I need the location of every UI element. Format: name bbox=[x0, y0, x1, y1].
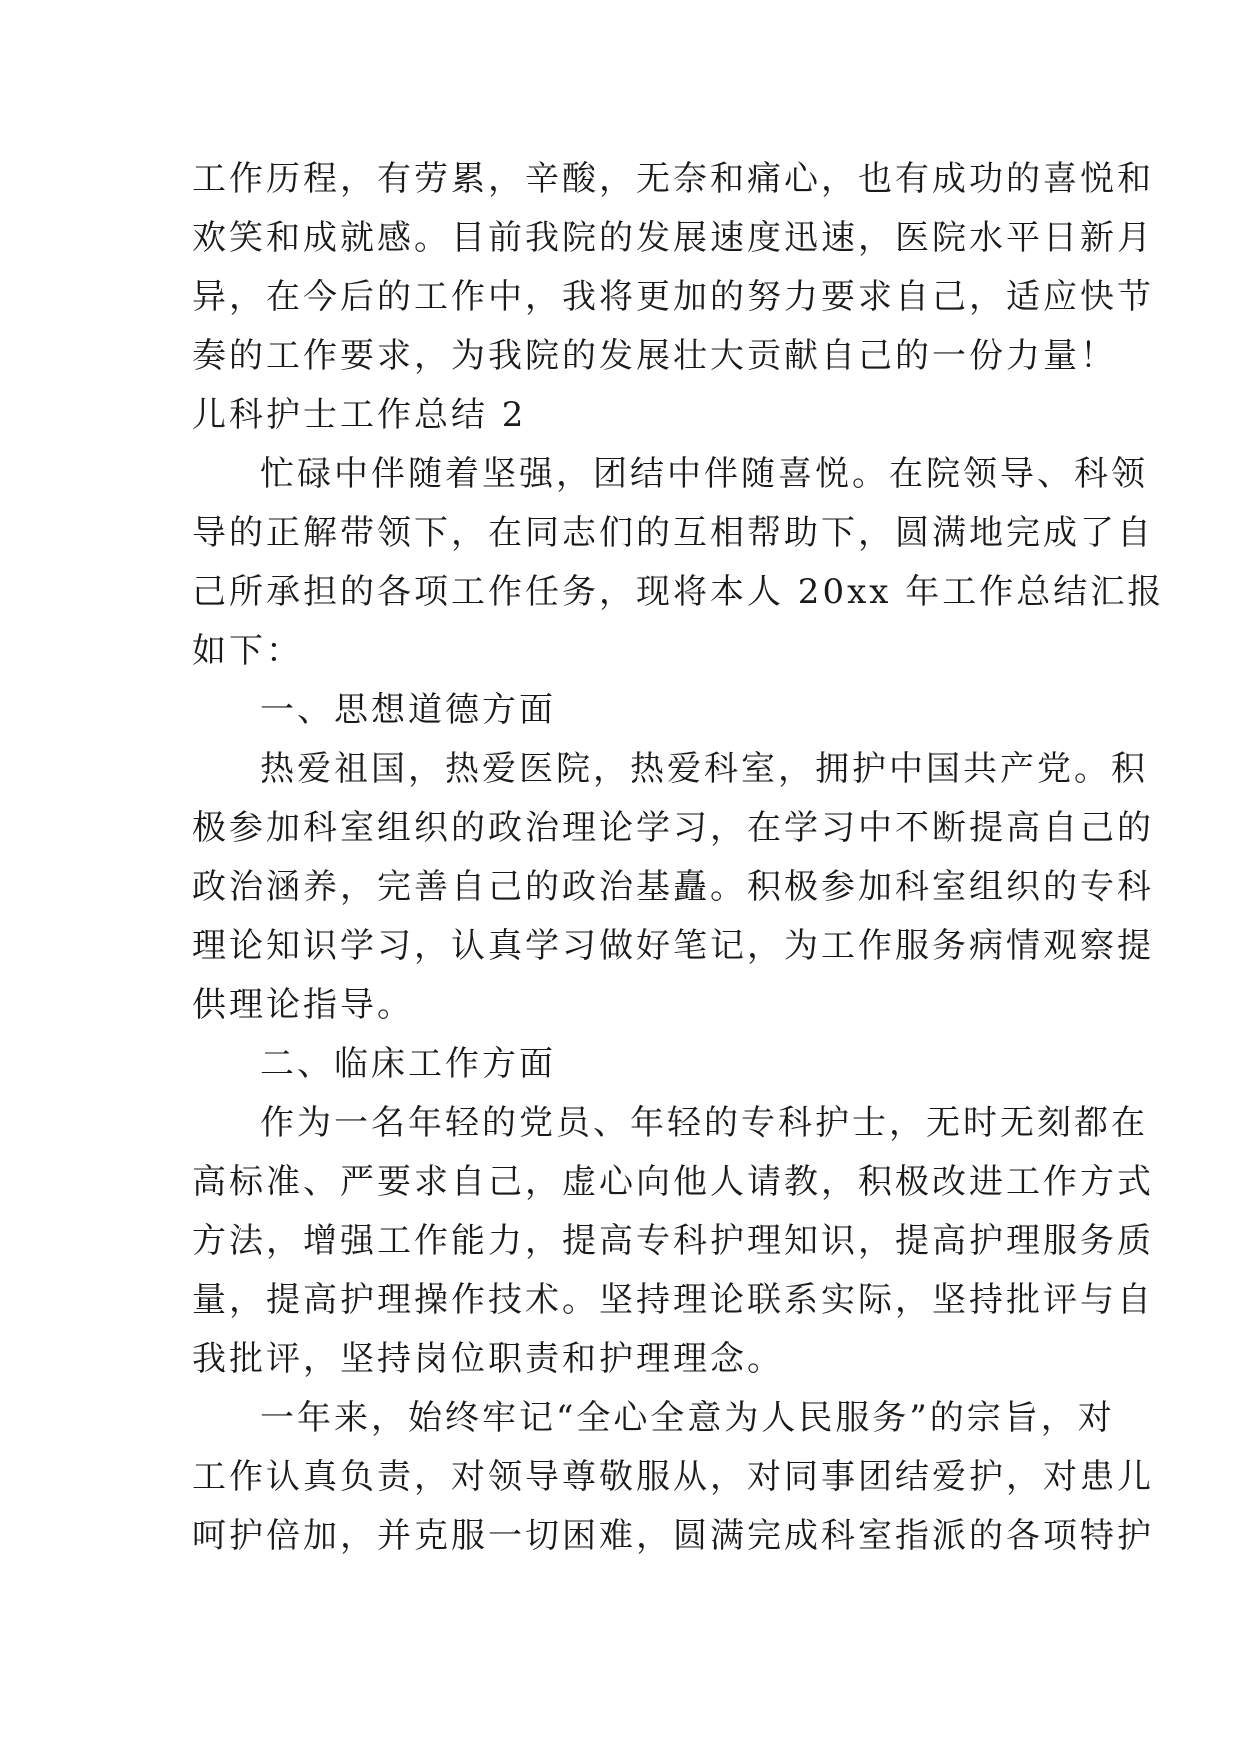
text-line: 方法，增强工作能力，提高专科护理知识，提高护理服务质 bbox=[192, 1221, 1154, 1261]
text-line: 供理论指导。 bbox=[192, 985, 414, 1025]
text-line: 理论知识学习，认真学习做好笔记，为工作服务病情观察提 bbox=[192, 926, 1154, 966]
text-line: 奏的工作要求，为我院的发展壮大贡献自己的一份力量！ bbox=[192, 336, 1117, 376]
subsection-heading: 一、思想道德方面 bbox=[260, 690, 556, 730]
subsection-heading: 二、临床工作方面 bbox=[260, 1044, 556, 1084]
text-line: 高标准、严要求自己，虚心向他人请教，积极改进工作方式 bbox=[192, 1162, 1154, 1202]
paragraph-start: 一年来，始终牢记“全心全意为人民服务”的宗旨，对 bbox=[260, 1398, 1115, 1438]
text-line: 欢笑和成就感。目前我院的发展速度迅速，医院水平日新月 bbox=[192, 218, 1154, 258]
text-line: 导的正解带领下，在同志们的互相帮助下，圆满地完成了自 bbox=[192, 513, 1154, 553]
paragraph-start: 忙碌中伴随着坚强，团结中伴随喜悦。在院领导、科领 bbox=[260, 454, 1148, 494]
text-line: 我批评，坚持岗位职责和护理理念。 bbox=[192, 1339, 784, 1379]
paragraph-start: 热爱祖国，热爱医院，热爱科室，拥护中国共产党。积 bbox=[260, 749, 1148, 789]
text-line: 己所承担的各项工作任务，现将本人 20xx 年工作总结汇报 bbox=[192, 572, 1165, 612]
text-line: 政治涵养，完善自己的政治基矗。积极参加科室组织的专科 bbox=[192, 867, 1154, 907]
text-line: 异，在今后的工作中，我将更加的努力要求自己，适应快节 bbox=[192, 277, 1154, 317]
text-line: 工作认真负责，对领导尊敬服从，对同事团结爱护，对患儿 bbox=[192, 1457, 1154, 1497]
text-line: 呵护倍加，并克服一切困难，圆满完成科室指派的各项特护 bbox=[192, 1516, 1154, 1556]
section-title: 儿科护士工作总结 2 bbox=[192, 395, 527, 435]
text-line: 工作历程，有劳累，辛酸，无奈和痛心，也有成功的喜悦和 bbox=[192, 159, 1154, 199]
paragraph-start: 作为一名年轻的党员、年轻的专科护士，无时无刻都在 bbox=[260, 1103, 1148, 1143]
text-line: 极参加科室组织的政治理论学习，在学习中不断提高自己的 bbox=[192, 808, 1154, 848]
document-page bbox=[192, 150, 1165, 1566]
text-line: 量，提高护理操作技术。坚持理论联系实际，坚持批评与自 bbox=[192, 1280, 1154, 1320]
text-line: 如下： bbox=[192, 631, 303, 671]
